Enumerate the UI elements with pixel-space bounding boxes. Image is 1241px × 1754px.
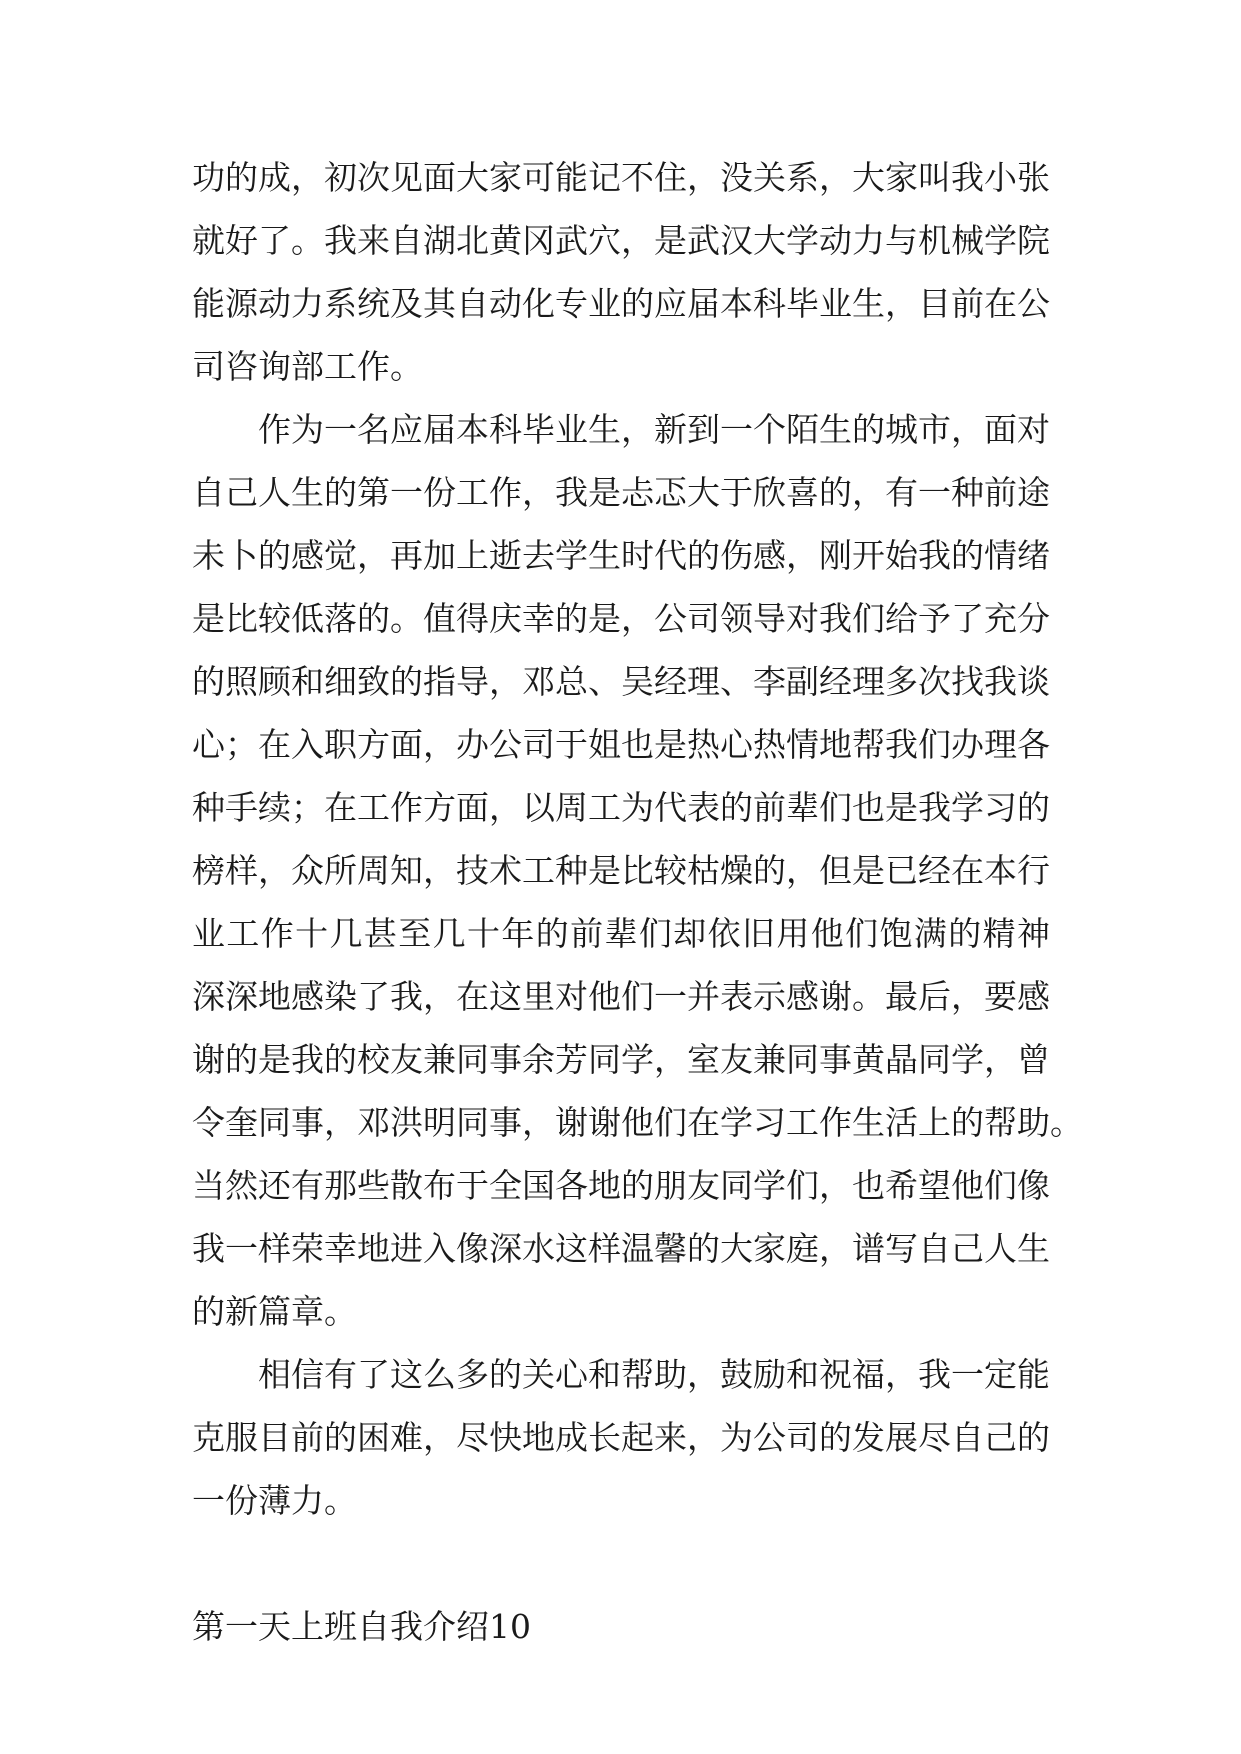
text-line: 相信有了这么多的关心和帮助，鼓励和祝福，我一定能: [258, 1355, 1050, 1394]
text-line: 榜样，众所周知，技术工种是比较枯燥的，但是已经在本行: [192, 851, 1050, 890]
text-line: 的照顾和细致的指导，邓总、吴经理、李副经理多次找我谈: [192, 662, 1050, 701]
paragraph-2: [192, 398, 1083, 1343]
text-line: 种手续；在工作方面，以周工为代表的前辈们也是我学习的: [192, 788, 1050, 827]
text-line: 功的成，初次见面大家可能记不住，没关系，大家叫我小张: [192, 158, 1050, 197]
text-line: 自己人生的第一份工作，我是忐忑大于欣喜的，有一种前途: [192, 473, 1050, 512]
text-line: 令奎同事，邓洪明同事，谢谢他们在学习工作生活上的帮助。: [192, 1103, 1083, 1142]
text-line: 深深地感染了我，在这里对他们一并表示感谢。最后，要感: [192, 977, 1050, 1016]
text-line: 心；在入职方面，办公司于姐也是热心热情地帮我们办理各: [192, 725, 1050, 764]
document-page: [192, 146, 1083, 1658]
text-line: 我一样荣幸地进入像深水这样温馨的大家庭，谱写自己人生: [192, 1229, 1050, 1268]
text-line: 克服目前的困难，尽快地成长起来，为公司的发展尽自己的: [192, 1418, 1050, 1457]
text-line: 业工作十几甚至几十年的前辈们却依旧用他们饱满的精神: [192, 914, 1050, 953]
text-line: 就好了。我来自湖北黄冈武穴，是武汉大学动力与机械学院: [192, 221, 1050, 260]
text-line: 作为一名应届本科毕业生，新到一个陌生的城市，面对: [258, 410, 1050, 449]
paragraph-3: [192, 1343, 1050, 1532]
text-line: 司咨询部工作。: [192, 347, 423, 386]
text-line: 当然还有那些散布于全国各地的朋友同学们，也希望他们像: [192, 1166, 1050, 1205]
text-line: 能源动力系统及其自动化专业的应届本科毕业生，目前在公: [192, 284, 1050, 323]
text-line: 未卜的感觉，再加上逝去学生时代的伤感，刚开始我的情绪: [192, 536, 1050, 575]
text-line: 的新篇章。: [192, 1292, 357, 1331]
blank-line: [192, 1532, 1050, 1595]
paragraph-1: [192, 146, 1050, 398]
section-heading: 第一天上班自我介绍10: [192, 1607, 531, 1646]
text-line: 谢的是我的校友兼同事余芳同学，室友兼同事黄晶同学，曾: [192, 1040, 1050, 1079]
text-line: 一份薄力。: [192, 1481, 357, 1520]
text-line: 是比较低落的。值得庆幸的是，公司领导对我们给予了充分: [192, 599, 1050, 638]
